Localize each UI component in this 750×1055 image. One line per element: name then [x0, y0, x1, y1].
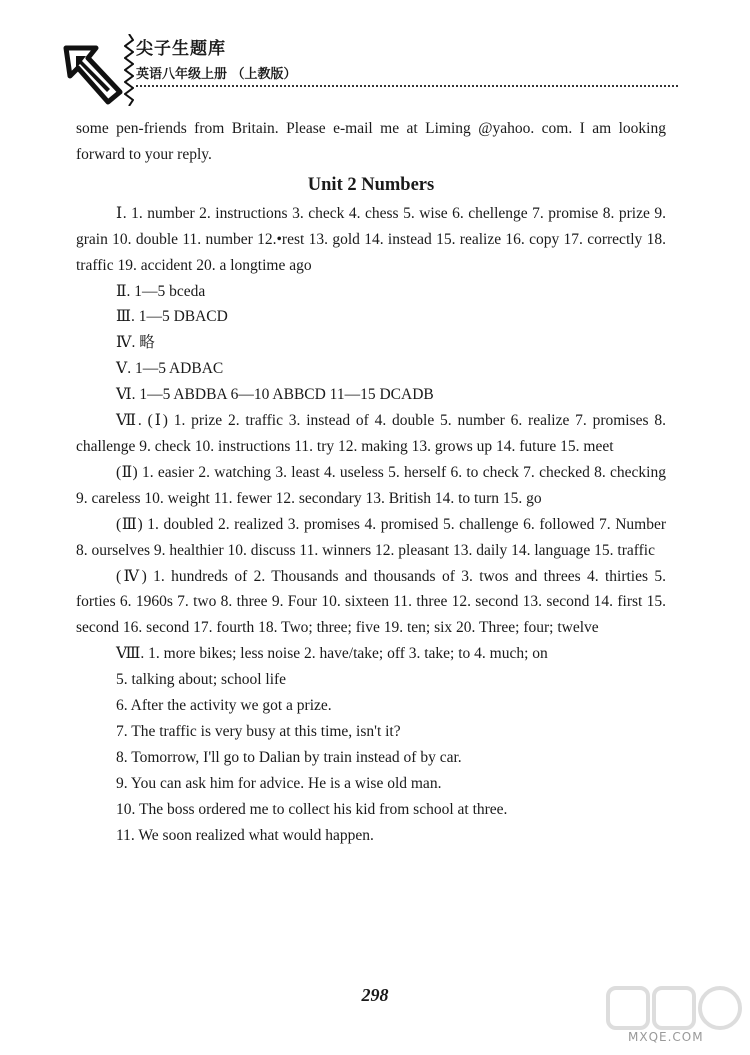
- answer-content: [76, 116, 666, 848]
- answer-paragraph: 6. After the activity we got a prize.: [116, 697, 332, 715]
- watermark-text: MXQE.COM: [628, 1030, 704, 1044]
- book-subtitle: 英语八年级上册 （上教版）: [136, 67, 297, 82]
- answer-paragraph: Ⅲ. 1—5 DBACD: [116, 308, 228, 326]
- intro-paragraph: some pen-friends from Britain. Please e-mail me at Liming @yahoo. com. I am looking forward to your reply.: [76, 120, 666, 163]
- answer-paragraph: Ⅱ. 1—5 bceda: [116, 282, 206, 300]
- answer-paragraph: Ⅳ. 略: [116, 334, 155, 352]
- answer-paragraph: (Ⅱ) 1. easier 2. watching 3. least 4. useless 5. herself 6. to check 7. checked 8. checking 9. careless 10. weight 11. fewer 12. secondary 13. British 14. to turn 15. go: [76, 463, 666, 507]
- answer-paragraph: Ⅵ. 1—5 ABDBA 6—10 ABBCD 11—15 DCADB: [116, 386, 434, 404]
- header-dotted-rule: [136, 85, 678, 87]
- answer-paragraph: 10. The boss ordered me to collect his kid from school at three.: [116, 800, 508, 818]
- answer-paragraph: Ⅰ. 1. number 2. instructions 3. check 4. chess 5. wise 6. chellenge 7. promise 8. prize 9. grain 10. double 11. number 12.•rest 13. gold 14. instead 15. realize 16. copy 17. correctly 18. traffic 19. accident 20. a longtime ago: [76, 204, 666, 274]
- answer-paragraph: Ⅶ. (Ⅰ) 1. prize 2. traffic 3. instead of 4. double 5. number 6. realize 7. promises 8. challenge 9. check 10. instructions 11. try 12. making 13. grows up 14. future 15. meet: [76, 412, 666, 455]
- answer-paragraph: Ⅷ. 1. more bikes; less noise 2. have/take; off 3. take; to 4. much; on: [116, 645, 548, 663]
- answer-paragraph: 5. talking about; school life: [116, 671, 287, 689]
- answer-paragraph: 7. The traffic is very busy at this time, isn't it?: [116, 722, 401, 740]
- answer-paragraph: 9. You can ask him for advice. He is a wise old man.: [116, 774, 442, 792]
- arrow-logo-icon: [62, 42, 126, 106]
- unit-title: Unit 2 Numbers: [307, 174, 435, 195]
- page-header: [62, 30, 682, 110]
- page-number: 298: [361, 985, 389, 1005]
- answer-paragraph: (Ⅲ) 1. doubled 2. realized 3. promises 4. promised 5. challenge 6. followed 7. Number 8. ourselves 9. healthier 10. discuss 11. winners 12. pleasant 13. daily 14. language 15. traffic: [76, 515, 666, 559]
- answer-paragraph: (Ⅳ) 1. hundreds of 2. Thousands and thousands of 3. twos and threes 4. thirties 5. forties 6. 1960s 7. two 8. three 9. Four 10. sixteen 11. three 12. second 13. second 14. first 15. second 16. second 17. fourth 18. Two; three; five 19. ten; six 20. Three; four; twelve: [76, 567, 666, 637]
- series-title: 尖子生题库: [136, 39, 226, 59]
- answer-paragraph: 8. Tomorrow, I'll go to Dalian by train instead of by car.: [116, 748, 462, 766]
- zigzag-divider: [124, 34, 134, 106]
- answer-paragraph: 11. We soon realized what would happen.: [116, 826, 374, 844]
- answer-paragraph: Ⅴ. 1—5 ADBAC: [116, 360, 224, 378]
